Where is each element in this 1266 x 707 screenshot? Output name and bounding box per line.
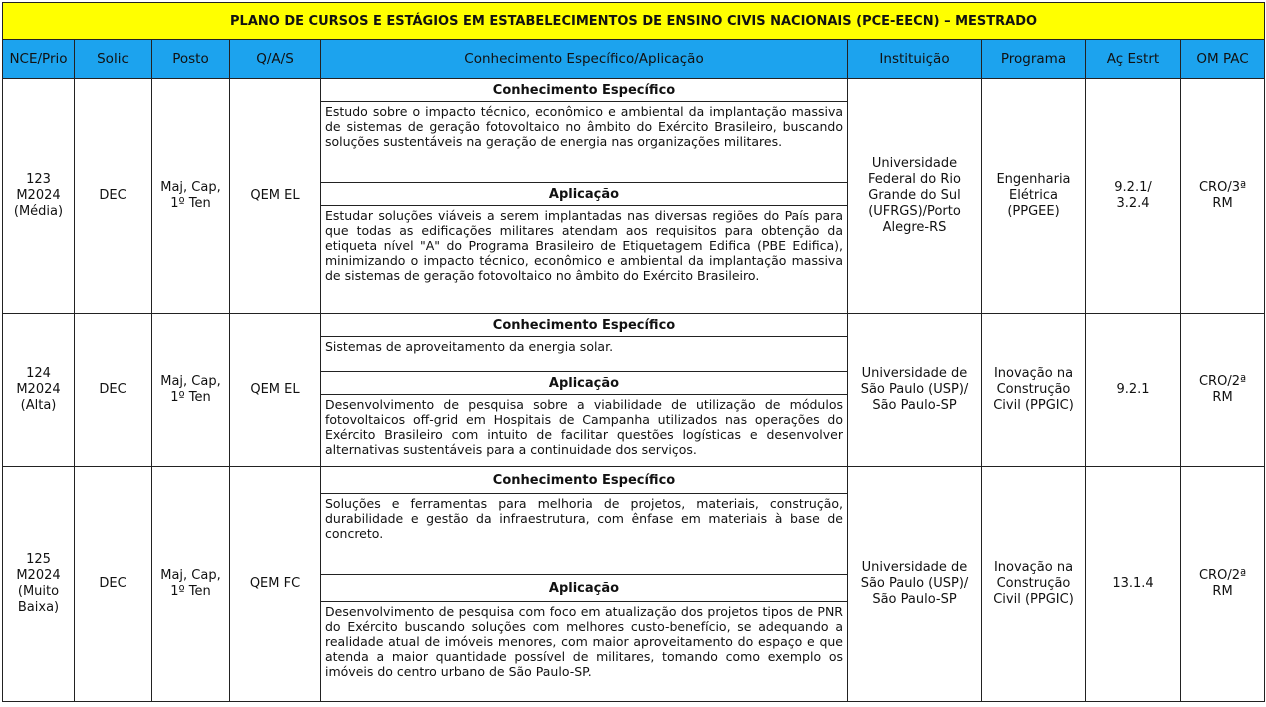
conhecimento-heading: Conhecimento Específico [321, 314, 847, 337]
header-row [3, 40, 1265, 79]
cell-om: CRO/2ª RM [1181, 467, 1265, 702]
column-header-acao: Aç Estrt [1086, 40, 1181, 79]
column-header-nce: NCE/Prio [3, 40, 75, 79]
conhecimento-text: Soluções e ferramentas para melhoria de projetos, materiais, construção, durabilidade e gestão da infraestrutura, com ênfase em materiais à base de concreto. [321, 494, 847, 575]
cell-instituicao: Universidade de São Paulo (USP)/ São Paulo-SP [848, 314, 982, 467]
cell-acao: 9.2.1/ 3.2.4 [1086, 79, 1181, 314]
cell-conhecimento-aplicacao [321, 79, 848, 314]
cell-nce: 125 M2024 (Muito Baixa) [3, 467, 75, 702]
cell-nce: 123 M2024 (Média) [3, 79, 75, 314]
cell-solic: DEC [75, 314, 152, 467]
table-row [3, 467, 1265, 702]
table-row [3, 79, 1265, 314]
conhecimento-text: Sistemas de aproveitamento da energia solar. [321, 337, 847, 372]
aplicacao-text: Estudar soluções viáveis a serem implantadas nas diversas regiões do País para que todas as edificações militares atendam aos requisitos para obtenção da etiqueta nível "A" do Programa Brasileiro de Etiquetagem Edifica (PBE Edifica), minimizando o impacto técnico, econômico e ambiental da implantação massiva de sistemas de geração fotovoltaico no âmbito do Exército Brasileiro. [325, 208, 843, 283]
column-header-instituicao: Instituição [848, 40, 982, 79]
aplicacao-text: Desenvolvimento de pesquisa sobre a viabilidade de utilização de módulos fotovoltaicos off-grid em Hospitais de Campanha utilizados nas operações do Exército Brasileiro com intuito de facilitar questões logísticas e desenvolver alternativas sustentáveis para a continuidade dos serviços. [325, 397, 843, 457]
aplicacao-heading: Aplicação [321, 575, 847, 602]
cell-posto: Maj, Cap, 1º Ten [152, 467, 230, 702]
document-table-wrapper [2, 2, 1264, 702]
cell-nce: 124 M2024 (Alta) [3, 314, 75, 467]
column-header-solic: Solic [75, 40, 152, 79]
cell-instituicao: Universidade Federal do Rio Grande do Sul (UFRGS)/Porto Alegre-RS [848, 79, 982, 314]
cell-solic: DEC [75, 79, 152, 314]
cell-solic: DEC [75, 467, 152, 702]
column-header-qas: Q/A/S [230, 40, 321, 79]
cell-conhecimento-aplicacao [321, 314, 848, 467]
cell-acao: 9.2.1 [1086, 314, 1181, 467]
aplicacao-heading: Aplicação [321, 372, 847, 395]
cell-programa: Inovação na Construção Civil (PPGIC) [982, 314, 1086, 467]
cell-conhecimento-aplicacao [321, 467, 848, 702]
table-row [3, 314, 1265, 467]
knowledge-subtable [321, 314, 847, 459]
aplicacao-heading: Aplicação [321, 183, 847, 206]
cell-qas: QEM EL [230, 79, 321, 314]
cell-om: CRO/3ª RM [1181, 79, 1265, 314]
document-title: PLANO DE CURSOS E ESTÁGIOS EM ESTABELECIMENTOS DE ENSINO CIVIS NACIONAIS (PCE-EECN) – MESTRADO [3, 3, 1265, 40]
column-header-om: OM PAC [1181, 40, 1265, 79]
cell-programa: Engenharia Elétrica (PPGEE) [982, 79, 1086, 314]
cell-qas: QEM EL [230, 314, 321, 467]
table-body [3, 79, 1265, 702]
column-header-programa: Programa [982, 40, 1086, 79]
conhecimento-heading: Conhecimento Específico [321, 79, 847, 102]
cell-posto: Maj, Cap, 1º Ten [152, 79, 230, 314]
cell-acao: 13.1.4 [1086, 467, 1181, 702]
courses-table [2, 2, 1265, 702]
cell-instituicao: Universidade de São Paulo (USP)/ São Paulo-SP [848, 467, 982, 702]
cell-qas: QEM FC [230, 467, 321, 702]
cell-programa: Inovação na Construção Civil (PPGIC) [982, 467, 1086, 702]
conhecimento-heading: Conhecimento Específico [321, 467, 847, 494]
knowledge-subtable [321, 467, 847, 681]
column-header-posto: Posto [152, 40, 230, 79]
aplicacao-text: Desenvolvimento de pesquisa com foco em atualização dos projetos tipos de PNR do Exército buscando soluções com melhores custo-benefício, se adequando a realidade atual de imóveis menores, com maior aproveitamento do espaço e que atenda a maior quantidade possível de militares, tomando como exemplo os imóveis do centro urbano de São Paulo-SP. [325, 604, 843, 679]
conhecimento-text: Estudo sobre o impacto técnico, econômico e ambiental da implantação massiva de sistemas de geração fotovoltaico no âmbito do Exército Brasileiro, buscando soluções sustentáveis na geração de energia nas organizações militares. [321, 102, 847, 183]
cell-posto: Maj, Cap, 1º Ten [152, 314, 230, 467]
knowledge-subtable [321, 79, 847, 285]
column-header-conhecimento: Conhecimento Específico/Aplicação [321, 40, 848, 79]
cell-om: CRO/2ª RM [1181, 314, 1265, 467]
